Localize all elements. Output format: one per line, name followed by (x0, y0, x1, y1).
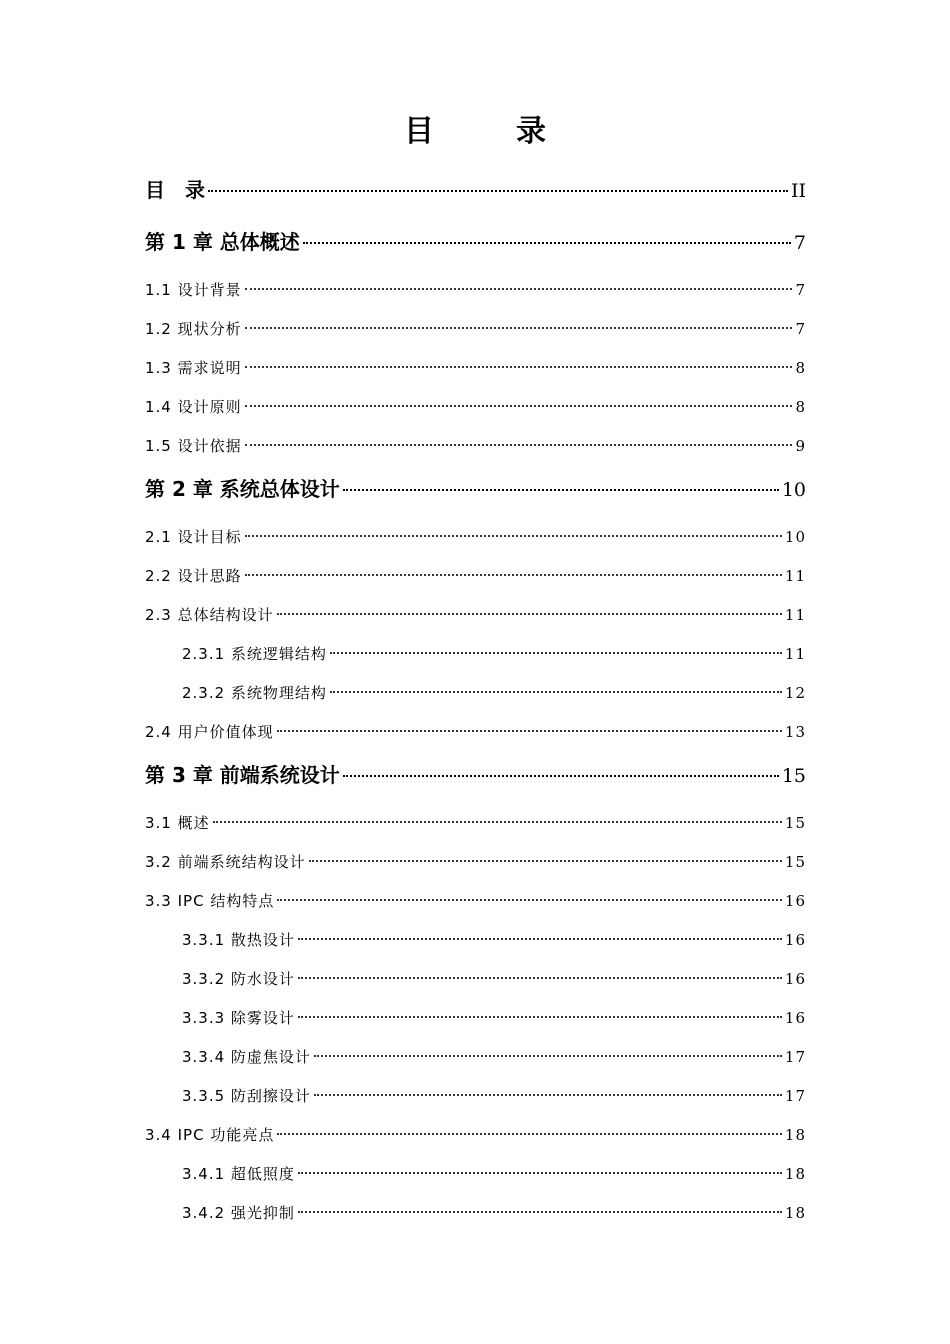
toc-section-entry[interactable] (182, 1045, 806, 1069)
toc-section-entry[interactable] (145, 525, 806, 549)
toc-entry-page-number: 7 (795, 320, 806, 338)
toc-entry-label: 目 录 (145, 178, 205, 202)
toc-entry-page-number: 18 (784, 1165, 806, 1183)
toc-section-entry[interactable] (145, 395, 806, 419)
toc-section-entry[interactable] (145, 1123, 806, 1147)
toc-section-entry[interactable] (145, 564, 806, 588)
toc-entry-page-number: II (790, 180, 806, 202)
toc-entry-label: 1.5 设计依据 (145, 437, 242, 455)
toc-entry-label: 1.2 现状分析 (145, 320, 242, 338)
toc-entry-page-number: 11 (784, 567, 806, 585)
dot-leader (245, 574, 782, 576)
toc-chapter-entry[interactable] (145, 760, 806, 790)
toc-section-entry[interactable] (145, 811, 806, 835)
dot-leader (277, 730, 782, 732)
toc-entry-page-number: 7 (793, 232, 806, 254)
toc-entry-page-number: 18 (784, 1204, 806, 1222)
toc-section-entry[interactable] (182, 642, 806, 666)
toc-entry-page-number: 16 (784, 1009, 806, 1027)
toc-section-entry[interactable] (182, 967, 806, 991)
toc-entry-label: 1.3 需求说明 (145, 359, 242, 377)
dot-leader (277, 1133, 782, 1135)
toc-section-entry[interactable] (182, 681, 806, 705)
dot-leader (277, 613, 782, 615)
dot-leader (314, 1094, 782, 1096)
dot-leader (298, 1211, 782, 1213)
dot-leader (245, 535, 782, 537)
dot-leader (245, 405, 793, 407)
dot-leader (330, 652, 782, 654)
toc-entry-page-number: 17 (784, 1087, 806, 1105)
toc-entry-label: 2.1 设计目标 (145, 528, 242, 546)
dot-leader (298, 977, 782, 979)
toc-entry-label: 2.2 设计思路 (145, 567, 242, 585)
toc-entry-label: 3.4.2 强光抑制 (182, 1204, 295, 1222)
toc-entry-label: 3.4 IPC 功能亮点 (145, 1126, 275, 1144)
toc-section-entry[interactable] (145, 434, 806, 458)
page-title: 目 录 (404, 114, 572, 149)
dot-leader (213, 821, 782, 823)
toc-section-entry[interactable] (182, 1006, 806, 1030)
toc-entry-page-number: 17 (784, 1048, 806, 1066)
toc-entry-page-number: 16 (784, 970, 806, 988)
toc-entry-page-number: 10 (784, 528, 806, 546)
toc-section-entry[interactable] (182, 1084, 806, 1108)
toc-entry-label: 3.3.1 散热设计 (182, 931, 295, 949)
dot-leader (343, 775, 779, 777)
toc-entry-label: 2.3 总体结构设计 (145, 606, 274, 624)
toc-entry-label: 3.3 IPC 结构特点 (145, 892, 275, 910)
toc-entry-page-number: 12 (784, 684, 806, 702)
toc-section-entry[interactable] (182, 1201, 806, 1225)
toc-entry-label: 1.1 设计背景 (145, 281, 242, 299)
toc-entry-label: 2.3.2 系统物理结构 (182, 684, 327, 702)
toc-chapter-entry[interactable] (145, 474, 806, 504)
dot-leader (277, 899, 782, 901)
dot-leader (298, 938, 782, 940)
toc-entry-label: 第 3 章 前端系统设计 (145, 763, 340, 787)
toc-chapter-entry[interactable] (145, 227, 806, 257)
toc-entry-page-number: 15 (781, 765, 806, 787)
toc-section-entry[interactable] (182, 928, 806, 952)
toc-chapter-entry[interactable] (145, 175, 806, 205)
dot-leader (298, 1016, 782, 1018)
toc-entry-label: 3.3.4 防虚焦设计 (182, 1048, 311, 1066)
toc-entry-page-number: 18 (784, 1126, 806, 1144)
toc-entry-page-number: 13 (784, 723, 806, 741)
toc-entry-label: 2.3.1 系统逻辑结构 (182, 645, 327, 663)
toc-section-entry[interactable] (145, 603, 806, 627)
dot-leader (245, 288, 793, 290)
toc-section-entry[interactable] (182, 1162, 806, 1186)
toc-entry-page-number: 8 (795, 398, 806, 416)
toc-entry-label: 3.3.5 防刮擦设计 (182, 1087, 311, 1105)
toc-entry-label: 3.3.3 除雾设计 (182, 1009, 295, 1027)
toc-section-entry[interactable] (145, 278, 806, 302)
toc-entry-label: 3.2 前端系统结构设计 (145, 853, 306, 871)
toc-entry-label: 3.1 概述 (145, 814, 210, 832)
toc-entry-page-number: 15 (784, 814, 806, 832)
toc-entry-page-number: 15 (784, 853, 806, 871)
toc-entry-page-number: 8 (795, 359, 806, 377)
toc-section-entry[interactable] (145, 889, 806, 913)
toc-entry-label: 第 1 章 总体概述 (145, 230, 300, 254)
toc-entry-page-number: 11 (784, 606, 806, 624)
dot-leader (245, 327, 793, 329)
dot-leader (245, 444, 793, 446)
dot-leader (298, 1172, 782, 1174)
toc-entry-page-number: 16 (784, 931, 806, 949)
toc-section-entry[interactable] (145, 720, 806, 744)
dot-leader (343, 489, 779, 491)
toc-entry-page-number: 10 (781, 479, 806, 501)
dot-leader (330, 691, 782, 693)
toc-entry-label: 3.3.2 防水设计 (182, 970, 295, 988)
toc-section-entry[interactable] (145, 317, 806, 341)
toc-entry-page-number: 7 (795, 281, 806, 299)
dot-leader (303, 242, 791, 244)
dot-leader (309, 860, 782, 862)
toc-entry-page-number: 11 (784, 645, 806, 663)
toc-entry-label: 第 2 章 系统总体设计 (145, 477, 340, 501)
toc-entry-label: 1.4 设计原则 (145, 398, 242, 416)
dot-leader (314, 1055, 782, 1057)
dot-leader (245, 366, 793, 368)
toc-entry-label: 2.4 用户价值体现 (145, 723, 274, 741)
toc-entry-page-number: 16 (784, 892, 806, 910)
toc-section-entry[interactable] (145, 850, 806, 874)
toc-entry-page-number: 9 (795, 437, 806, 455)
dot-leader (208, 190, 788, 192)
toc-section-entry[interactable] (145, 356, 806, 380)
toc-entry-label: 3.4.1 超低照度 (182, 1165, 295, 1183)
